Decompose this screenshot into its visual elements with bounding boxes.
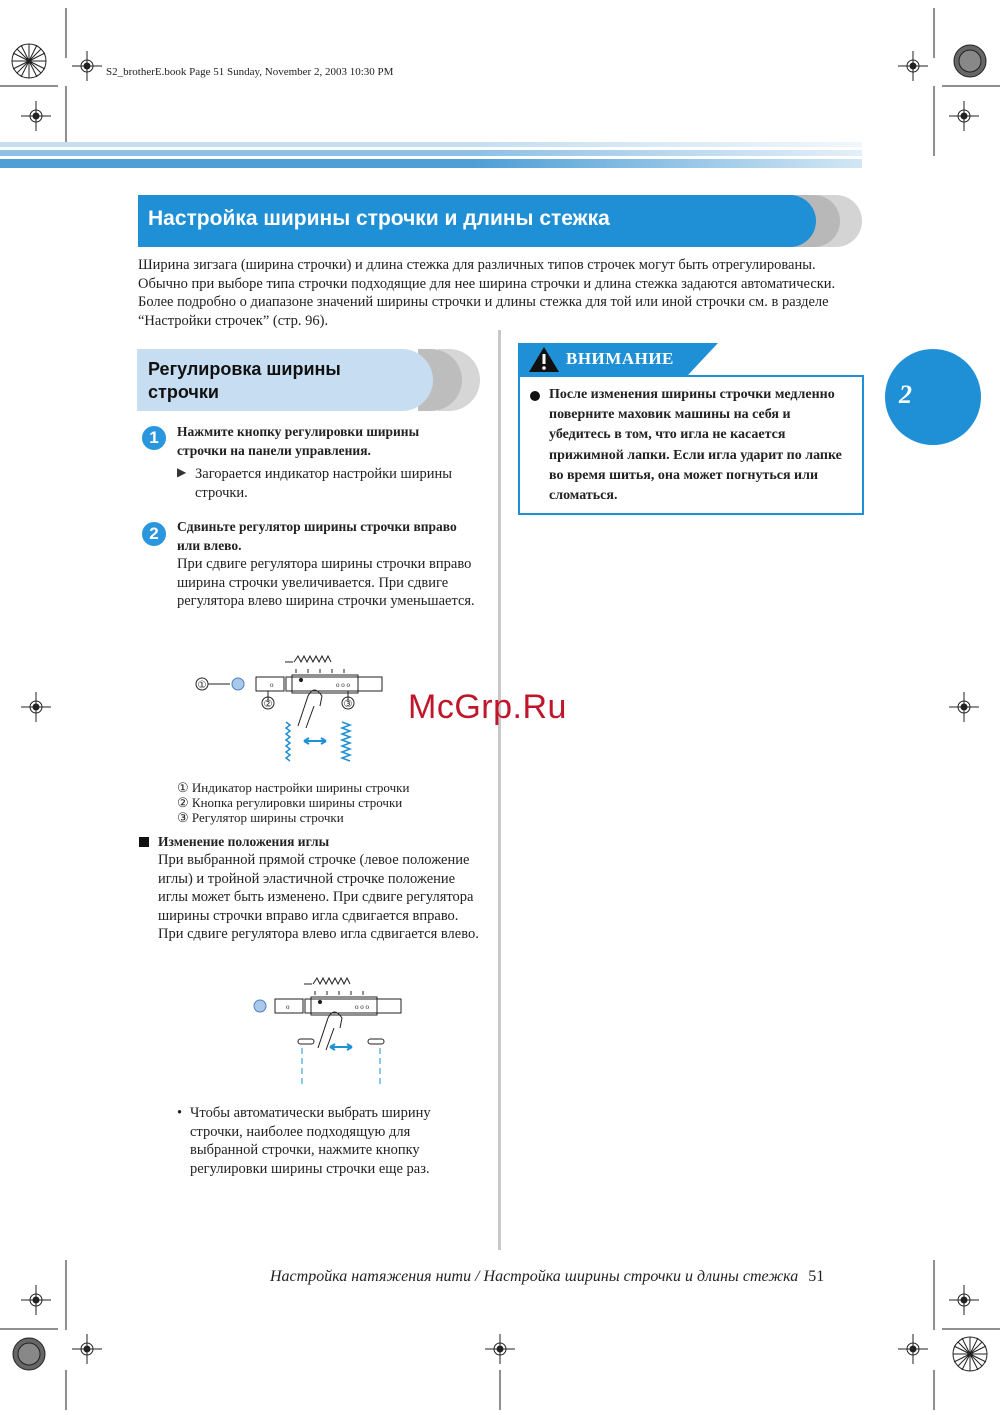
warning-text: После изменения ширины строчки медленно поверните маховик машины на себя и убедитесь в том, что игла не касается прижимной лапки. Если игла ударит по лапке во время шитья, она может погнуться или сломаться. bbox=[549, 387, 842, 504]
subsection-title: Регулировка ширины строчки bbox=[148, 359, 341, 402]
button-mark: o bbox=[270, 681, 274, 689]
step-1-badge: 1 bbox=[142, 426, 166, 450]
print-header: S2_brotherE.book Page 51 Sunday, November 2, 2003 10:30 PM bbox=[106, 66, 394, 78]
chapter-number: 2 bbox=[899, 380, 912, 409]
step-2-text: При сдвиге регулятора ширины строчки вправо ширина строчки увеличивается. При сдвиге регулятора влево ширина строчки уменьшается. bbox=[177, 556, 475, 610]
warning-tab-tip bbox=[688, 343, 718, 375]
header-band-fade bbox=[0, 142, 862, 168]
svg-text:o o o: o o o bbox=[355, 1003, 369, 1011]
crosshair-icon bbox=[21, 101, 51, 131]
crosshair-icon bbox=[21, 692, 51, 722]
crosshair-icon bbox=[898, 1334, 928, 1364]
crosshair-icon bbox=[72, 1334, 102, 1364]
step-1-heading: Нажмите кнопку регулировки ширины строчки на панели управления. bbox=[177, 424, 420, 458]
legend-item-3: ③ Регулятор ширины строчки bbox=[177, 810, 344, 825]
registration-target-icon bbox=[954, 45, 986, 77]
warning-triangle-icon bbox=[528, 346, 560, 373]
warning-bullet-icon bbox=[530, 391, 540, 401]
watermark: McGrp.Ru bbox=[408, 688, 567, 726]
indicator-lamp-icon bbox=[254, 1000, 266, 1012]
callout-1: ① bbox=[197, 680, 207, 691]
legend-item-2: ② Кнопка регулировки ширины строчки bbox=[177, 795, 403, 810]
legend-item-1: ① Индикатор настройки ширины строчки bbox=[177, 780, 410, 795]
step-1-result: Загорается индикатор настройки ширины строчки. bbox=[195, 466, 452, 501]
page-footer bbox=[270, 1268, 862, 1286]
callout-2: ② bbox=[263, 699, 273, 710]
page-number: 51 bbox=[808, 1268, 825, 1285]
crosshair-icon bbox=[949, 692, 979, 722]
needle-position-diagram bbox=[248, 975, 413, 1090]
svg-text:o: o bbox=[286, 1003, 290, 1011]
crosshair-icon bbox=[949, 101, 979, 131]
step-2-heading: Сдвиньте регулятор ширины строчки вправо или влево. bbox=[177, 519, 457, 553]
crosshair-icon bbox=[898, 51, 928, 81]
crosshair-icon bbox=[72, 51, 102, 81]
registration-sunburst-icon bbox=[953, 1337, 987, 1371]
registration-sunburst-icon bbox=[12, 44, 46, 78]
wide-zigzag-icon bbox=[342, 722, 350, 761]
warning-title: ВНИМАНИЕ bbox=[566, 349, 674, 368]
crosshair-icon bbox=[949, 1285, 979, 1315]
crosshair-icon bbox=[21, 1285, 51, 1315]
double-arrow-icon bbox=[304, 738, 326, 744]
footer-text: Настройка натяжения нити / Настройка ширины строчки и длины стежка bbox=[270, 1268, 799, 1285]
intro-paragraph: Ширина зигзага (ширина строчки) и длина стежка для различных типов строчек могут быть отрегулированы. Обычно при выборе типа строчки подходящие для нее ширина строчки и длина стежка задаются автоматически. Более подробно о диапазоне значений ширины строчки и длины стежка для той или иной строчки см. в разделе “Настройки строчек” (стр. 96). bbox=[138, 257, 836, 330]
narrow-zigzag-icon bbox=[286, 722, 290, 761]
width-control-diagram bbox=[190, 650, 390, 770]
double-arrow-icon bbox=[330, 1044, 352, 1050]
note-text: Чтобы автоматически выбрать ширину строчки, наиболее подходящую для выбранной строчки, нажмите кнопку регулировки ширины строчки еще раз. bbox=[190, 1105, 431, 1177]
result-arrow-icon: ▶ bbox=[177, 465, 187, 479]
section-title: Настройка ширины строчки и длины стежка bbox=[148, 207, 610, 230]
needle-text: При выбранной прямой строчке (левое положение иглы) и тройной эластичной строчке положение иглы может быть изменено. При сдвиге регулятора ширины строчки вправо игла сдвигается вправо. При сдвиге регулятора влево игла сдвигается влево. bbox=[158, 852, 479, 943]
note-bullet: • bbox=[177, 1105, 183, 1121]
callout-3: ③ bbox=[343, 699, 353, 710]
column-divider bbox=[498, 330, 501, 1250]
slider-marks: o o o bbox=[336, 681, 350, 689]
needle-heading: Изменение положения иглы bbox=[158, 834, 330, 849]
crosshair-icon bbox=[485, 1334, 515, 1364]
square-bullet-icon bbox=[139, 837, 149, 847]
step-2-badge: 2 bbox=[142, 522, 166, 546]
indicator-lamp-icon bbox=[232, 678, 244, 690]
